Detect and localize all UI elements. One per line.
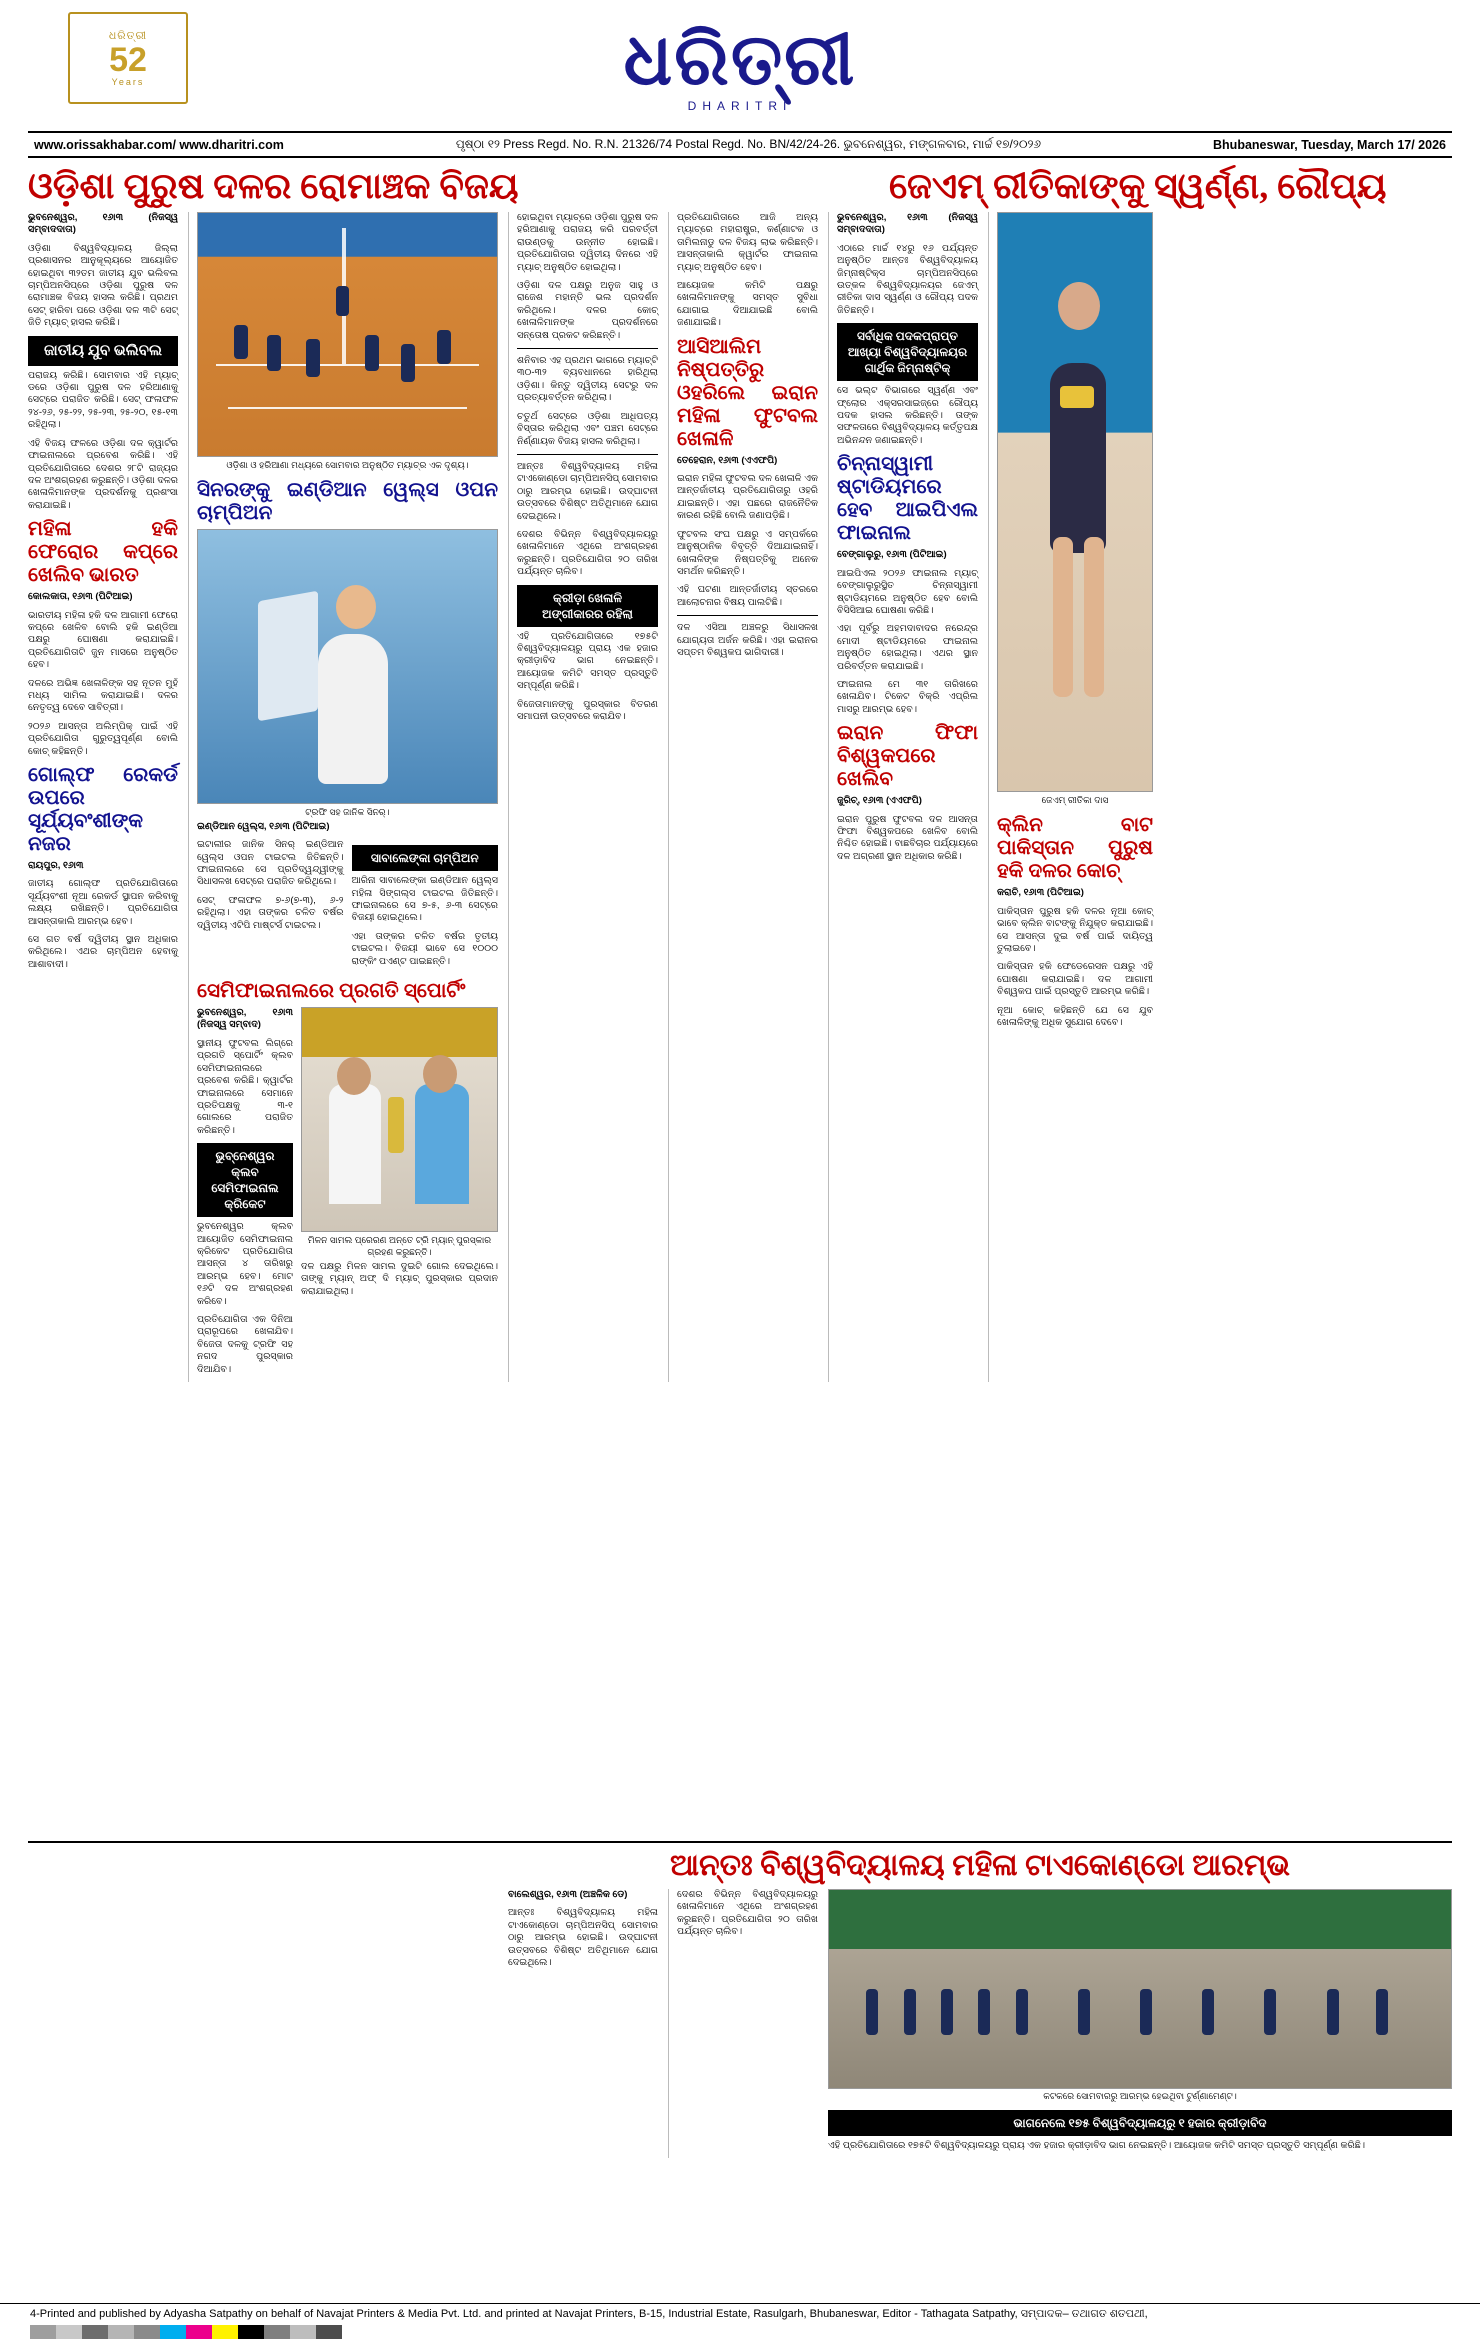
para-c13-1: ଦଳ ପକ୍ଷରୁ ମିଳନ ସାମଲ ଦୁଇଟି ଗୋଲ ଦେଇଥିଲେ। ତାଙ୍କୁ ମ୍ୟାନ୍ ଅଫ୍ ଦି ମ୍ୟାଚ୍ ପୁରସ୍କାର ପ୍ରଦାନ କରାଯାଇଥିଲା। [301, 1260, 498, 1297]
column-6 [988, 212, 1153, 1382]
section-inter-university: ଆନ୍ତଃ ବିଶ୍ୱବିଦ୍ୟାଳୟ ମହିଳା ଟାଏକୋଣ୍ଡୋ ଆରମ୍ଭ [669, 1849, 1291, 1882]
section-gym-best: ସର୍ବାଧିକ ପଦକପ୍ରାପ୍ତ ଆଖ୍ୟା ବିଶ୍ୱବିଦ୍ୟାଳୟର ଗାର୍ଥିକ ଜିମ୍ନାଷ୍ଟିକ୍ [837, 323, 978, 381]
para-c2-0: ହୋଇଥିବା ମ୍ୟାଚ୍‌ରେ ଓଡ଼ିଶା ପୁରୁଷ ଦଳ ହରିଆଣାକୁ ପରାଜୟ କରି ପରବର୍ତ୍ତୀ ରାଉଣ୍ଡକୁ ଉନ୍ନୀତ ହୋଇଛି। ପ୍ରତିଯୋଗିତାର ଦ୍ୱିତୀୟ ଦିନରେ ଏହି ମ୍ୟାଚ୍ ଅନୁଷ୍ଠିତ ହୋଇଥିଲା। [517, 212, 658, 273]
badge-number: 52 [109, 40, 147, 79]
para-c8-2: ଏହି ଘଟଣା ଆନ୍ତର୍ଜାତୀୟ ସ୍ତରରେ ଆଲୋଚନାର ବିଷୟ ପାଲଟିଛି। [677, 584, 818, 608]
section-women-hockey: ମହିଳା ହକି ଫେରୋର କପ୍‌ରେ ଖେଲିବ ଭାରତ [28, 518, 178, 587]
para-c4-0: ପ୍ରତିଯୋଗିତାରେ ଆଜି ଅନ୍ୟ ମ୍ୟାଚ୍‌ରେ ମହାରାଷ୍ଟ୍ର, କର୍ଣ୍ଣାଟକ ଓ ତାମିଲନାଡୁ ଦଳ ବିଜୟ ଲାଭ କରିଛନ୍ତି। ଆସନ୍ତାକାଲି କ୍ୱାର୍ଟର ଫାଇନାଲ ମ୍ୟାଚ୍ ଅନୁଷ୍ଠିତ ହେବ। [677, 212, 818, 273]
para-c17-0: ଆରିନା ସାବାଲେଙ୍କା ଇଣ୍ଡିଆନ ୱେଲ୍‌ସ ମହିଳା ସିଙ୍ଗଲ୍ସ ଟାଇଟଲ ଜିତିଛନ୍ତି। ଫାଇନାଲରେ ସେ ୭-୫, ୬-୩ ସେଟ୍‌ରେ ବିଜୟୀ ହୋଇଥିଲେ। [351, 875, 498, 924]
dateline-golf: ରାୟପୁର, ୧୬ା୩ [28, 860, 84, 871]
para-c2-1: ଓଡ଼ିଶା ଦଳ ପକ୍ଷରୁ ଅନୁଜ ସାହୁ ଓ ରାଜେଶ ମହାନ୍ତି ଭଲ ପ୍ରଦର୍ଶନ କରିଥିଲେ। ଦଳର କୋଚ୍ ଖେଳାଳିମାନଙ୍କ ପ୍ରଦର୍ଶନରେ ସନ୍ତୋଷ ପ୍ରକଟ କରିଛନ୍ତି। [517, 280, 658, 341]
para-c5-1: ସେ ଭଲ୍ଟ ବିଭାଗରେ ସ୍ୱର୍ଣ୍ଣ ଏବଂ ଫ୍ଲୋର ଏକ୍ସରସାଇଜ୍‌ରେ ରୌପ୍ୟ ପଦକ ହାସଲ କରିଛନ୍ତି। ତାଙ୍କ ସଫଳତାରେ ବିଶ୍ୱବିଦ୍ୟାଳୟ କର୍ତ୍ତୃପକ୍ଷ ଅଭିନନ୍ଦନ ଜଣାଇଛନ୍ତି। [837, 385, 978, 446]
website-url[interactable]: www.orissakhabar.com/ www.dharitri.com [34, 137, 284, 152]
para-c16-1: ବିଜେତାମାନଙ୍କୁ ପୁରସ୍କାର ବିତରଣ ସମାପନୀ ଉତ୍ସବରେ କରାଯିବ। [517, 698, 658, 722]
footer-imprint: 4-Printed and published by Adyasha Satpathy on behalf of Navajat Printers & Media Pvt. Ltd. and printed at Navajat Printers, B-15, Industrial Estate, Rasulgarh, Bhubaneswar, Editor - Tathagata Satpathy, ସମ୍ପାଦକ– ତଥାଗତ ଶତପଥୀ, [30, 2308, 1148, 2320]
masthead [28, 0, 1452, 125]
photo-taekwondo-group [828, 1889, 1452, 2089]
caption-volleyball: ଓଡ଼ିଶା ଓ ହରିଆଣା ମଧ୍ୟରେ ସୋମବାର ଅନୁଷ୍ଠିତ ମ୍ୟାଚ୍‌ର ଏକ ଦୃଶ୍ୟ। [226, 460, 469, 470]
main-columns [28, 212, 1452, 1382]
bottom-column-2 [668, 1889, 818, 2158]
para-c6-1: ଦଳରେ ଅଭିଜ୍ଞ ଖେଳାଳିଙ୍କ ସହ ନୂତନ ମୁହଁ ମଧ୍ୟ ସାମିଲ କରାଯାଇଛି। ଦଳର ନେତୃତ୍ୱ ଦେବେ ସାବିତ୍ରୀ। [28, 677, 178, 714]
para-bottom-1: ଦେଶର ବିଭିନ୍ନ ବିଶ୍ୱବିଦ୍ୟାଳୟରୁ ଖେଳାଳିମାନେ ଏଥିରେ ଅଂଶଗ୍ରହଣ କରୁଛନ୍ତି। ପ୍ରତିଯୋଗିତା ୨୦ ତାରିଖ ପର୍ଯ୍ୟନ୍ତ ଚାଲିବ। [677, 1889, 818, 1938]
registration-info: ପୃଷ୍ଠା ୧୨ Press Regd. No. R.N. 21326/74 Postal Regd. No. BN/42/24-26. ଭୁବନେଶ୍ୱର, ମଙ୍ଗଳବାର, ମାର୍ଚ୍ଚ ୧୭/୨୦୨୬ [455, 137, 1042, 151]
column-3 [508, 212, 658, 1382]
para-c1-1: ପରାଜୟ କରିଛି। ସୋମବାର ଏହି ମ୍ୟାଚ୍ ଡରେ ଓଡ଼ିଶା ପୁରୁଷ ଦଳ ହରିଆଣାକୁ ସେଟ୍‌ରେ ପରାଜିତ କରିଛି। ସେଟ୍ ଫଳାଫଳ ୨୪-୨୬, ୨୫-୨୨, ୨୫-୨୩, ୨୫-୨୦, ୧୫-୧୩ ରହିଥିଲା। [28, 369, 178, 431]
dateline-gym: ଭୁବନେଶ୍ୱର, ୧୬ା୩ (ନିଜସ୍ୱ ସମ୍ବାଦଦାତା) [837, 212, 978, 236]
section-asian-games: ଆସିଆଲିମ ନିଷ୍ପତ୍ତିରୁ ଓହରିଲେ ଇରାନ ମହିଳା ଫୁଟବଲ ଖେଳାଳି [677, 335, 818, 450]
caption-award: ମିଳନ ସାମଲ ପ୍ରେରଣ ଅନ୍ତେ ଟ୍ରି ମ୍ୟାନ୍ ପୁରସ୍କାର ଗ୍ରହଣ କରୁଛନ୍ତି। [307, 1235, 492, 1258]
dateline-semifinal: ଭୁବନେଶ୍ୱର, ୧୬ା୩ (ନିଜସ୍ୱ ସମ୍ବାଦ) [197, 1007, 293, 1031]
column-2 [188, 212, 498, 1382]
para-c7-1: ସେଟ୍ ଫଳାଫଳ ୭-୬(୭-୩), ୬-୨ ରହିଥିଲା। ଏହା ତାଙ୍କର ଚଳିତ ବର୍ଷର ଦ୍ୱିତୀୟ ଏଟିପି ମାଷ୍ଟର୍ସ ଟାଇଟଲ। [197, 894, 344, 931]
para-c15-0: ଆନ୍ତଃ ବିଶ୍ୱବିଦ୍ୟାଳୟ ମହିଳା ଟାଏକୋଣ୍ଡୋ ଚାମ୍ପିଅନସିପ୍ ସୋମବାର ଠାରୁ ଆରମ୍ଭ ହୋଇଛି। ଉଦ୍‌ଘାଟନୀ ଉତ୍ସବରେ ବିଶିଷ୍ଟ ଅତିଥିମାନେ ଯୋଗ ଦେଇଥିଲେ। [517, 460, 658, 522]
para-bottom-0: ଆନ୍ତଃ ବିଶ୍ୱବିଦ୍ୟାଳୟ ମହିଳା ଟାଏକୋଣ୍ଡୋ ଚାମ୍ପିଅନସିପ୍ ସୋମବାର ଠାରୁ ଆରମ୍ଭ ହୋଇଛି। ଉଦ୍‌ଘାଟନୀ ଉତ୍ସବରେ ବିଶିଷ୍ଟ ଅତିଥିମାନେ ଯୋଗ ଦେଇଥିଲେ। [508, 1907, 658, 1969]
edition-date: Bhubaneswar, Tuesday, March 17/ 2026 [1213, 137, 1446, 152]
photo-sinner-trophy [197, 529, 498, 804]
section-sabalenka: ସାବାଲେଙ୍କା ଚାମ୍ପିଅନ [352, 845, 499, 871]
masthead-title-wrap [623, 19, 857, 113]
section-sinner: ସିନରଙ୍କୁ ଇଣ୍ଡିଆନ ୱେଲ୍‌ସ ଓପନ ଚାମ୍ପିଅନ [197, 479, 498, 525]
column-5 [828, 212, 978, 1382]
section-pakistan-hockey: କ୍ଲିନ ବାଟ ପାକିସ୍ତାନ ପୁରୁଷ ହକି ଦଳର କୋଚ୍ [997, 814, 1153, 883]
color-registration-bar [30, 2325, 1450, 2339]
para-c9-1: ଏହା ପୂର୍ବରୁ ଅହମଦାବାଦର ନରେନ୍ଦ୍ର ମୋଦୀ ଷ୍ଟାଡିୟମରେ ଫାଇନାଲ ଅନୁଷ୍ଠିତ ହୋଇଥିଲା। ଏଥର ସ୍ଥାନ ପରିବର୍ତ୍ତନ କରାଯାଇଛି। [837, 623, 978, 672]
dateline-1: ଭୁବନେଶ୍ୱର, ୧୬ା୩ (ନିଜସ୍ୱ ସମ୍ବାଦଦାତା) [28, 212, 178, 236]
para-c9-2: ଫାଇନାଲ ମେ ୩୧ ତାରିଖରେ ଖେଳାଯିବ। ଟିକେଟ ବିକ୍ରି ଏପ୍ରିଲ ମାସରୁ ଆରମ୍ଭ ହେବ। [837, 678, 978, 715]
badge-years-label: Years [111, 76, 145, 87]
dateline-pak: କରାଚି, ୧୬ା୩ (ପିଟିଆଇ) [997, 887, 1084, 899]
para-c17-1: ଏହା ତାଙ୍କର ଚଳିତ ବର୍ଷର ତୃତୀୟ ଟାଇଟଲ। ବିଜୟୀ ଭାବେ ସେ ୧୦୦୦ ରାଙ୍କିଂ ପଏଣ୍ଟ ପାଇଛନ୍ତି। [351, 930, 498, 967]
badge-top-text: ଧରିତ୍ରୀ [108, 29, 148, 42]
para-c14-0: ଭୁବନେଶ୍ୱର କ୍ଲବ ଆୟୋଜିତ ସେମିଫାଇନାଲ କ୍ରିକେଟ ପ୍ରତିଯୋଗିତା ଆସନ୍ତା ୪ ତାରିଖରୁ ଆରମ୍ଭ ହେବ। ମୋଟ ୧୬ଟି ଦଳ ଅଂଶଗ୍ରହଣ କରିବେ। [197, 1221, 293, 1307]
dateline-asian: ତେହେରାନ, ୧୬ା୩ (ଏଏଫପି) [677, 454, 778, 466]
caption-trophy: ଟ୍ରଫି ସହ ଜାନିକ ସିନର୍। [305, 807, 390, 818]
para-c11-1: ସେ ଗତ ବର୍ଷ ଦ୍ୱିତୀୟ ସ୍ଥାନ ଅଧିକାର କରିଥିଲେ। ଏଥର ଚାମ୍ପିଅନ ହେବାକୁ ଆଶାବାଦୀ। [28, 934, 178, 970]
caption-group: କଟକରେ ସୋମବାରରୁ ଆରମ୍ଭ ହେଇଥିବା ଟୁର୍ଣ୍ଣାମେଣ୍ଟ। [1043, 2091, 1237, 2101]
section-khel-ratna: କ୍ରୀଡ଼ା ଖେଳାଳି ଅଙ୍ଗୀକାରର ରହିଲା [517, 585, 658, 627]
para-c11-0: ଜାତୀୟ ଗୋଲ୍ଫ ପ୍ରତିଯୋଗିତାରେ ସୂର୍ଯ୍ୟବଂଶୀ ନୂଆ ରେକର୍ଡ ସ୍ଥାପନ କରିବାକୁ ଲକ୍ଷ୍ୟ ରଖିଛନ୍ତି। ପ୍ରତିଯୋଗିତା ଆସନ୍ତାକାଲି ଆରମ୍ଭ ହେବ। [28, 878, 178, 927]
section-bhubaneswar-club: ଭୁବ୍ନେଶ୍ୱର କ୍ଲବ ସେମିଫାଇନାଲ କ୍ରିକେଟ [197, 1143, 293, 1217]
masthead-info-bar [28, 131, 1452, 158]
section-semifinal: ସେମିଫାଇନାଲରେ ପ୍ରଗତି ସ୍ପୋର୍ଟିଂ [197, 980, 466, 1003]
paper-subtitle: DHARITRI [687, 98, 793, 113]
dateline-chinna: ବେଙ୍ଗାଲୁରୁ, ୧୬ା୩ (ପିଟିଆଇ) [837, 549, 947, 561]
para-c5-0: ଏଠାରେ ମାର୍ଚ୍ଚ ୧୪ରୁ ୧୬ ପର୍ଯ୍ୟନ୍ତ ଅନୁଷ୍ଠିତ ଆନ୍ତଃ ବିଶ୍ୱବିଦ୍ୟାଳୟ ଜିମ୍ନାଷ୍ଟିକ୍ସ ଚାମ୍ପିଅନସିପ୍‌ରେ ଉତ୍କଳ ବିଶ୍ୱବିଦ୍ୟାଳୟର ଜେଏମ୍ ରୀତିକା ଦାସ ସ୍ୱର୍ଣ୍ଣ ଓ ରୌପ୍ୟ ପଦକ ଜିତିଛନ୍ତି। [837, 242, 978, 316]
para-c8-1: ଫୁଟବଲ ସଂଘ ପକ୍ଷରୁ ଏ ସମ୍ପର୍କରେ ଆନୁଷ୍ଠାନିକ ବିବୃତ୍ତି ଦିଆଯାଇନାହିଁ। ଖେଳାଳିଙ୍କ ନିଷ୍ପତ୍ତିକୁ ଅନେକ ସମର୍ଥନ କରିଛନ୍ତି। [677, 528, 818, 577]
dateline-taekwondo: ବାଲେଶ୍ୱର, ୧୬ା୩ (ଅଞ୍ଚଳିକ ଡେ) [508, 1889, 628, 1900]
para-c1-2: ଏହି ବିଜୟ ଫଳରେ ଓଡ଼ିଶା ଦଳ କ୍ୱାର୍ଟର ଫାଇନାଲରେ ପ୍ରବେଶ କରିଛି। ଏହି ପ୍ରତିଯୋଗିତାରେ ଦେଶର ୨୮ଟି ରାଜ୍ୟର ଦଳ ଅଂଶଗ୍ରହଣ କରୁଛନ୍ତି। ଓଡ଼ିଶା ଦଳର ଖେଳାଳିମାନଙ୍କ ପ୍ରଦର୍ଶନକୁ ପ୍ରଶଂସା କରାଯାଇଛି। [28, 437, 178, 511]
para-c6-0: ଭାରତୀୟ ମହିଳା ହକି ଦଳ ଆଗାମୀ ଫେରୋ କପ୍‌ରେ ଖେଳିବ ବୋଲି ହକି ଇଣ୍ଡିଆ ପକ୍ଷରୁ ଘୋଷଣା କରାଯାଇଛି। ପ୍ରତିଯୋଗିତାଟି ଜୁନ ମାସରେ ଅନୁଷ୍ଠିତ ହେବ। [28, 609, 178, 671]
paper-title: ଧରିତ୍ରୀ [623, 19, 857, 100]
para-c10-0: ପାକିସ୍ତାନ ପୁରୁଷ ହକି ଦଳର ନୂଆ କୋଚ୍ ଭାବେ କ୍ଲିନ ବାଟଙ୍କୁ ନିଯୁକ୍ତ କରାଯାଇଛି। ସେ ଆସନ୍ତା ଦୁଇ ବର୍ଷ ପାଇଁ ଦାୟିତ୍ୱ ତୁଲାଇବେ। [997, 905, 1153, 955]
para-bottom-2: ଏହି ପ୍ରତିଯୋଗିତାରେ ୧୭୫ଟି ବିଶ୍ୱବିଦ୍ୟାଳୟରୁ ପ୍ରାୟ ଏକ ହଜାର କ୍ରୀଡ଼ାବିଦ ଭାଗ ନେଇଛନ୍ତି। ଆୟୋଜକ କମିଟି ସମସ୍ତ ପ୍ରସ୍ତୁତି ସମ୍ପୂର୍ଣ୍ଣ କରିଛି। [828, 2140, 1366, 2151]
anniversary-badge [68, 12, 188, 104]
photo-award-ceremony [301, 1007, 498, 1232]
para-c6-2: ୨୦୨୬ ଆସନ୍ତା ଅଲିମ୍ପିକ୍ ପାଇଁ ଏହି ପ୍ରତିଯୋଗିତା ଗୁରୁତ୍ୱପୂର୍ଣ୍ଣ ବୋଲି କୋଚ୍ କହିଛନ୍ତି। [28, 720, 178, 757]
para-c9-0: ଆଇପିଏଲ ୨୦୨୬ ଫାଇନାଲ ମ୍ୟାଚ୍ ବେଙ୍ଗାଲୁରୁସ୍ଥିତ ଚିନ୍ନାସ୍ୱାମୀ ଷ୍ଟାଡିୟମରେ ଅନୁଷ୍ଠିତ ହେବ ବୋଲି ବିସିସିଆଇ ଘୋଷଣା କରିଛି। [837, 567, 978, 616]
photo-volleyball-match [197, 212, 498, 457]
para-c14-1: ପ୍ରତିଯୋଗିତା ଏକ ଦିନିଆ ପ୍ରାରୂପରେ ଖେଳାଯିବ। ବିଜେତା ଦଳକୁ ଟ୍ରଫି ସହ ନଗଦ ପୁରସ୍କାର ଦିଆଯିବ। [197, 1313, 293, 1375]
para-c3-0: ଶନିବାର ଏହ ପ୍ରଥମ ଭାଗରେ ମ୍ୟାଚ୍‌ଟି ୩୦-୩୨ ବ୍ୟବଧାନରେ ହାରିଥିଲା ଓଡ଼ିଶା। କିନ୍ତୁ ଦ୍ୱିତୀୟ ସେଟରୁ ଦଳ ପ୍ରତ୍ୟାବର୍ତ୍ତନ କରିଥିଲା। [517, 355, 658, 404]
section-bhagannel: ଭାଗନେଲେ ୧୭୫ ବିଶ୍ୱବିଦ୍ୟାଳୟରୁ ୧ ହଜାର କ୍ରୀଡ଼ାବିଦ [828, 2110, 1452, 2136]
bottom-column-1 [508, 1889, 658, 2158]
para-c12-0b: ଦଳ ଏସିଆ ଅଞ୍ଚଳରୁ ସିଧାସଳଖ ଯୋଗ୍ୟତା ଅର୍ଜନ କରିଛି। ଏହା ଇରାନର ସପ୍ତମ ବିଶ୍ୱକପ ଭାଗିଦାରୀ। [677, 622, 818, 658]
para-c1-0: ଓଡ଼ିଶା ବିଶ୍ୱବିଦ୍ୟାଳୟ ଜିଲ୍ଲା ପ୍ରଶାସନର ଆନୁକୂଲ୍ୟରେ ଆୟୋଜିତ ହୋଇଥିବା ୩୨ତମ ଜାତୀୟ ଯୁବ ଭଲିବଲ ଚାମ୍ପିଅନସିପ୍‌ରେ ଓଡ଼ିଶା ପୁରୁଷ ଦଳ ରୋମାଞ୍ଚକ ବିଜୟ ହାସଲ କରିଛି। ପ୍ରଥମ ସେଟ୍ ହାରିବା ପରେ ଓଡ଼ିଶା ଦଳ ୩ଟି ସେଟ୍ ଜିତି ମ୍ୟାଚ୍ ହାସଲ କରିଛି। [28, 242, 178, 329]
para-c13-0: ସ୍ଥାନୀୟ ଫୁଟବଲ ଲିଗ୍‌ରେ ପ୍ରଗତି ସ୍ପୋର୍ଟିଂ କ୍ଲବ ସେମିଫାଇନାଲରେ ପ୍ରବେଶ କରିଛି। କ୍ୱାର୍ଟର ଫାଇନାଲରେ ସେମାନେ ପ୍ରତିପକ୍ଷକୁ ୩-୧ ଗୋଲରେ ପରାଜିତ କରିଛନ୍ତି। [197, 1037, 293, 1136]
headline-volleyball: ଓଡ଼ିଶା ପୁରୁଷ ଦଳର ରୋମାଞ୍ଚକ ବିଜୟ [28, 166, 519, 206]
para-c12-0: ଇରାନ ପୁରୁଷ ଫୁଟବଲ ଦଳ ଆସନ୍ତା ଫିଫା ବିଶ୍ୱକପରେ ଖେଳିବ ବୋଲି ନିଶ୍ଚିତ ହୋଇଛି। ବାଛବିଚାର ପର୍ଯ୍ୟାୟରେ ଦଳ ଅଗ୍ରଣୀ ସ୍ଥାନ ଅଧିକାର କରିଛି। [837, 813, 978, 862]
dateline-iranfifa: ଜୁରିଚ୍‌, ୧୬ା୩ (ଏଏଫପି) [837, 795, 922, 807]
para-c15-1: ଦେଶର ବିଭିନ୍ନ ବିଶ୍ୱବିଦ୍ୟାଳୟରୁ ଖେଳାଳିମାନେ ଏଥିରେ ଅଂଶଗ୍ରହଣ କରୁଛନ୍ତି। ପ୍ରତିଯୋଗିତା ୨୦ ତାରିଖ ପର୍ଯ୍ୟନ୍ତ ଚାଲିବ। [517, 528, 658, 578]
photo-gymnast [997, 212, 1153, 792]
page-footer [0, 2303, 1480, 2339]
bottom-section [28, 1835, 1452, 2158]
section-golf-record: ଗୋଲ୍ଫ ରେକର୍ଡ ଉପରେ ସୂର୍ଯ୍ୟବଂଶୀଙ୍କ ନଜର [28, 764, 178, 855]
column-4 [668, 212, 818, 1382]
dateline-sinner: ଇଣ୍ଡିଆନ ୱେଲ୍‌ସ, ୧୬ା୩ (ପିଟିଆଇ) [197, 820, 330, 832]
caption-gymnast: ଜେଏମ୍ ରୀତିକା ଦାସ [1041, 795, 1109, 805]
para-c10-1: ପାକିସ୍ତାନ ହକି ଫେଡେରେସନ ପକ୍ଷରୁ ଏହି ଘୋଷଣା କରାଯାଇଛି। ଦଳ ଆଗାମୀ ବିଶ୍ୱକପ ପାଇଁ ପ୍ରସ୍ତୁତି ଆରମ୍ଭ କରିଛି। [997, 961, 1153, 998]
column-1 [28, 212, 178, 1382]
lead-headline-row [28, 166, 1452, 206]
para-c8-0: ଇରାନ ମହିଳା ଫୁଟବଲ ଦଳ ଖେଳାଳି ଏକ ଆନ୍ତର୍ଜାତୀୟ ପ୍ରତିଯୋଗିତାରୁ ଓହରି ଯାଇଛନ୍ତି। ଏହା ପଛରେ ରାଜନୈତିକ କାରଣ ରହିଛି ବୋଲି ଜଣାପଡ଼ିଛି। [677, 473, 818, 522]
section-iran-fifa: ଇରାନ ଫିଫା ବିଶ୍ୱକପରେ ଖେଲିବ [837, 722, 978, 791]
para-c4-1: ଆୟୋଜକ କମିଟି ପକ୍ଷରୁ ଖେଳାଳିମାନଙ୍କୁ ସମସ୍ତ ସୁବିଧା ଯୋଗାଇ ଦିଆଯାଇଛି ବୋଲି ଜଣାଯାଇଛି। [677, 280, 818, 329]
headline-gymnast: ଜେଏମ୍ ରୀତିକାଙ୍କୁ ସ୍ୱର୍ଣ୍ଣ, ରୌପ୍ୟ [889, 166, 1387, 206]
para-c3-1: ଚତୁର୍ଥ ସେଟ୍‌ରେ ଓଡ଼ିଶା ଆଧିପତ୍ୟ ବିସ୍ତାର କରିଥିଲା ଏବଂ ପଞ୍ଚମ ସେଟ୍‌ରେ ନିର୍ଣ୍ଣାୟକ ବିଜୟ ହାସଲ କରିଥିଲା। [517, 410, 658, 447]
dateline-hockey: କୋଲକାତା, ୧୬ା୩ (ପିଟିଆଇ) [28, 591, 133, 603]
section-national-youth-volleyball: ଜାତୀୟ ଯୁବ ଭଲିବଲ [28, 336, 178, 366]
para-c10-2: ନୂଆ କୋଚ୍ କହିଛନ୍ତି ଯେ ସେ ଯୁବ ଖେଳାଳିଙ୍କୁ ଅଧିକ ସୁଯୋଗ ଦେବେ। [997, 1004, 1153, 1029]
para-c7-0: ଇଟାଲୀର ଜାନିକ ସିନର୍ ଇଣ୍ଡିଆନ ୱେଲ୍‌ସ ଓପନ ଟାଇଟଲ ଜିତିଛନ୍ତି। ଫାଇନାଲରେ ସେ ପ୍ରତିଦ୍ୱନ୍ଦ୍ୱୀଙ୍କୁ ସିଧାସଳଖ ସେଟ୍‌ରେ ପରାଜିତ କରିଥିଲେ। [197, 839, 344, 888]
section-chinnaswamy: ଚିନ୍ନାସ୍ୱାମୀ ଷ୍ଟାଡିୟମରେ ହେବ ଆଇପିଏଲ ଫାଇନାଲ [837, 453, 978, 545]
para-c16-0: ଏହି ପ୍ରତିଯୋଗିତାରେ ୧୭୫ଟି ବିଶ୍ୱବିଦ୍ୟାଳୟରୁ ପ୍ରାୟ ଏକ ହଜାର କ୍ରୀଡ଼ାବିଦ ଭାଗ ନେଇଛନ୍ତି। ଆୟୋଜକ କମିଟି ସମସ୍ତ ପ୍ରସ୍ତୁତି ସମ୍ପୂର୍ଣ୍ଣ କରିଛି। [517, 630, 658, 692]
